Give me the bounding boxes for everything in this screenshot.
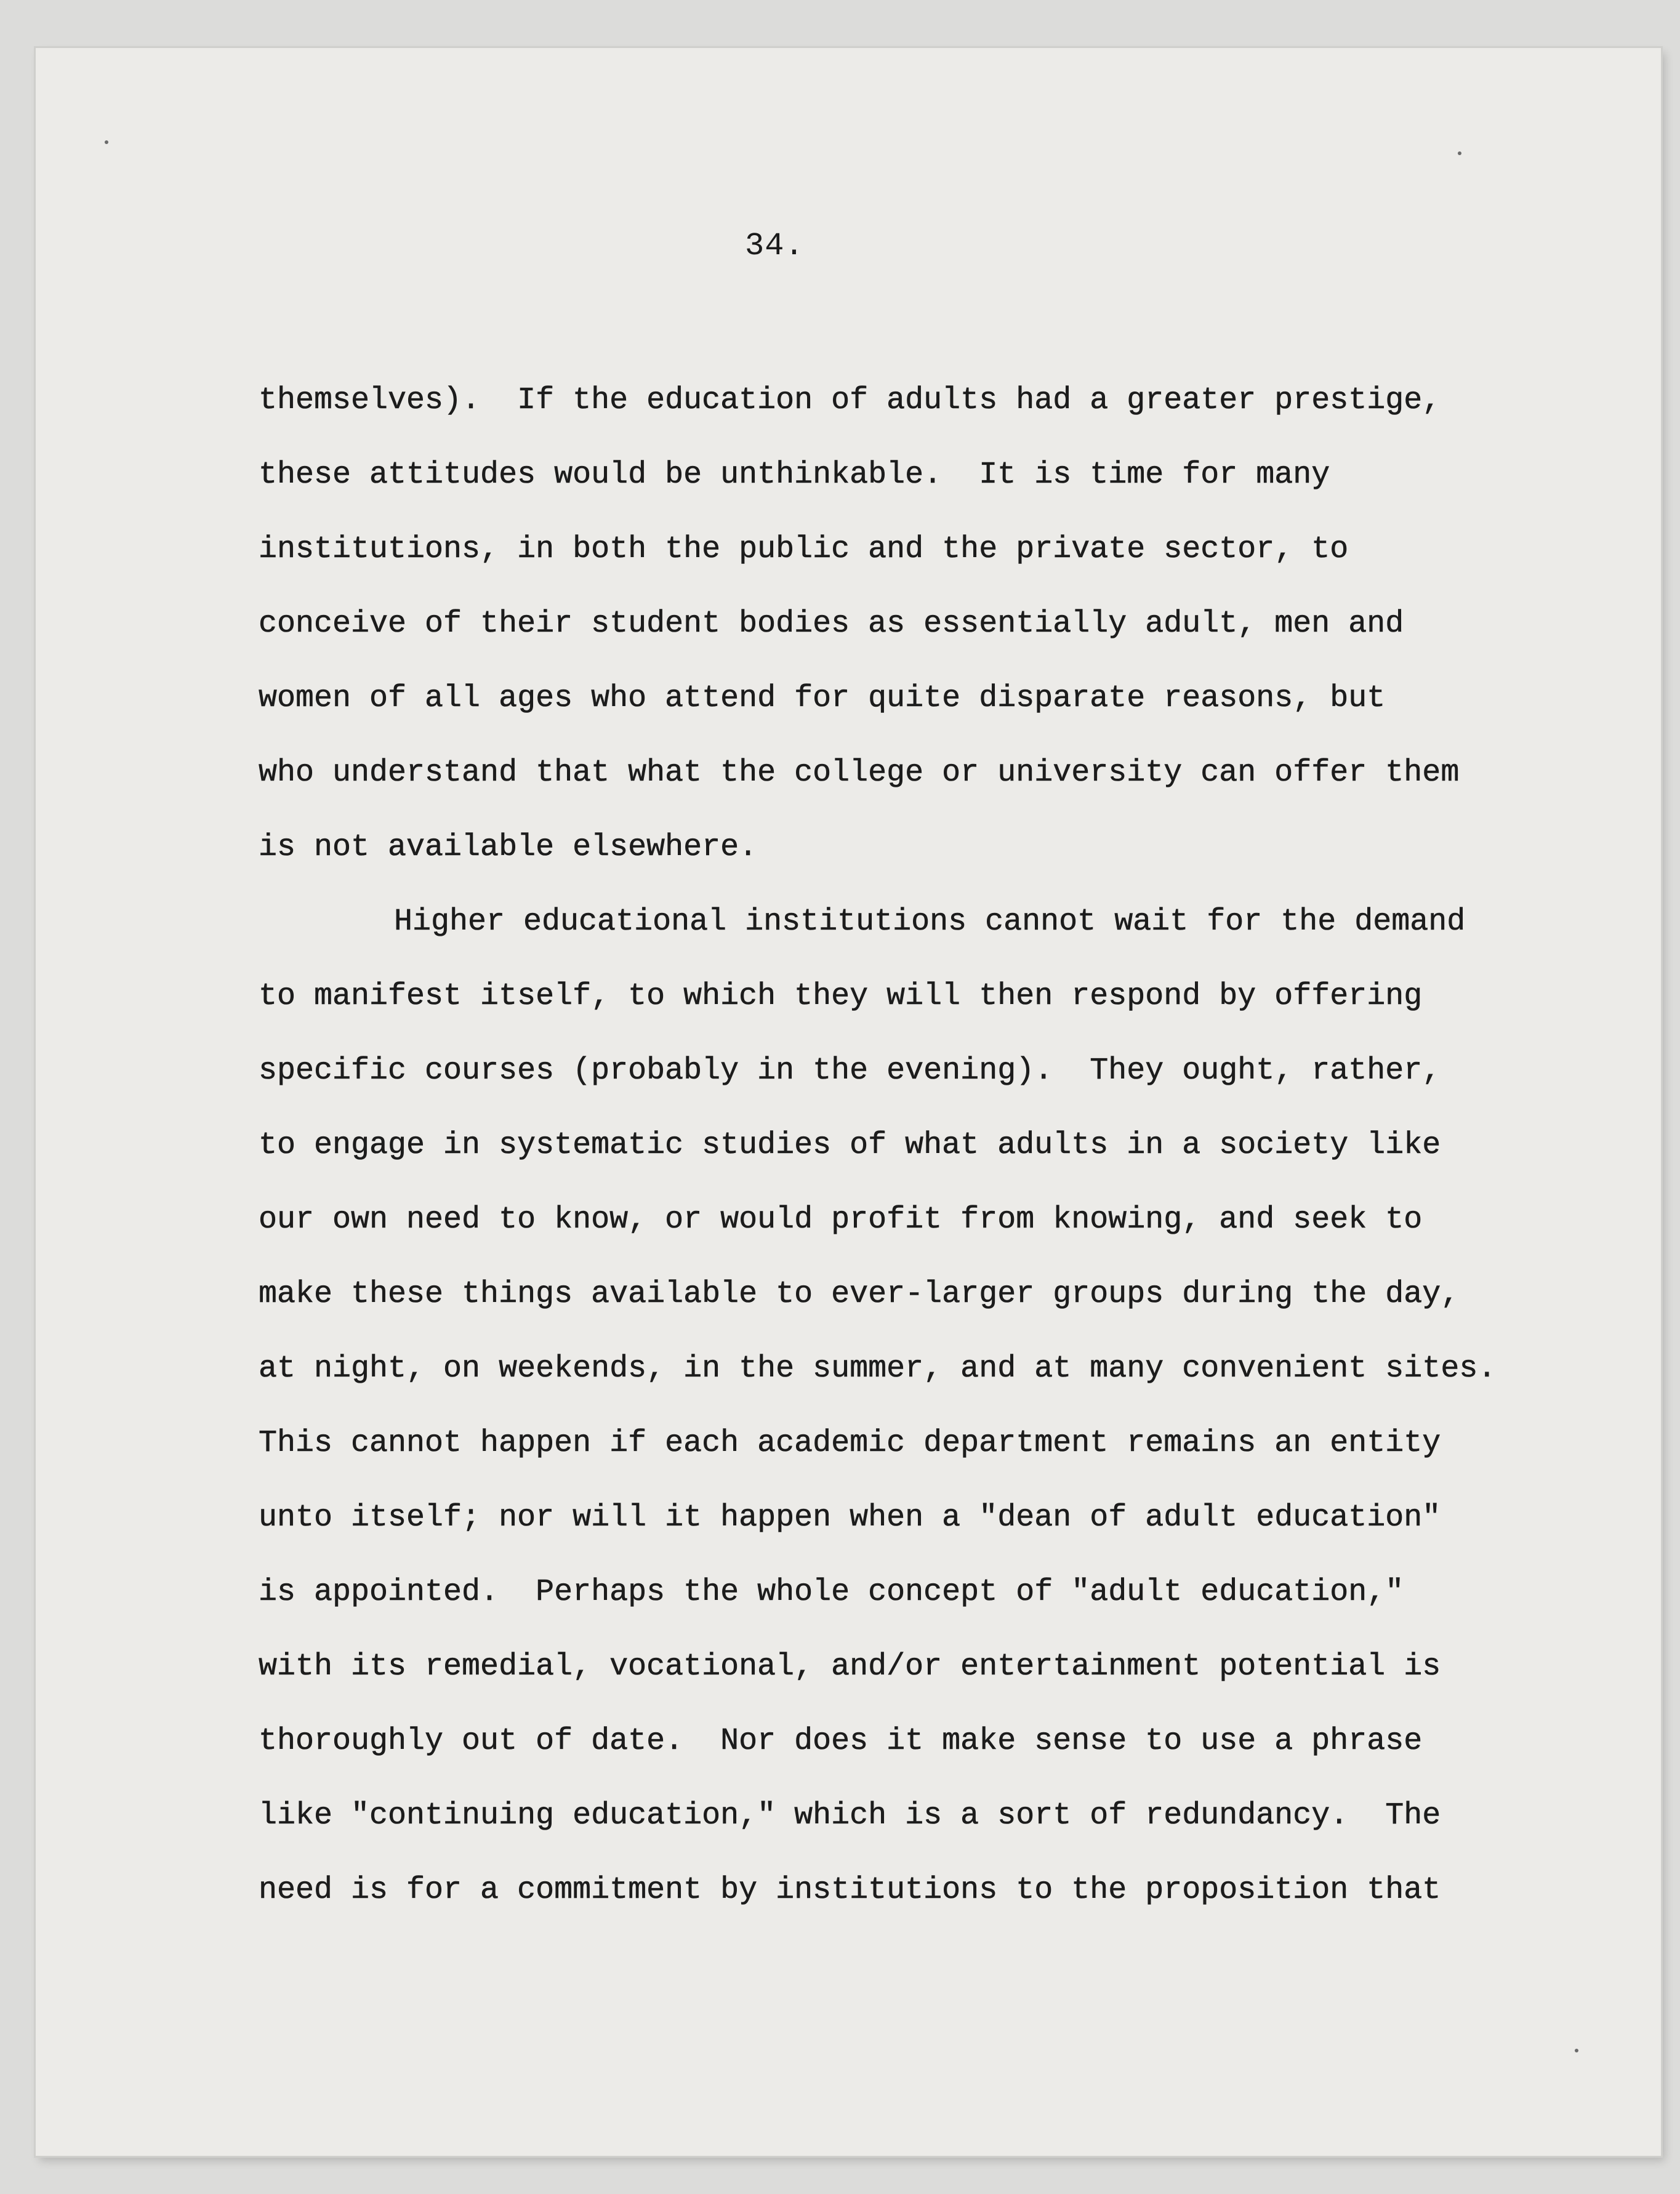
text-line: make these things available to ever-larger groups during the day, bbox=[259, 1277, 1460, 1312]
text-line: unto itself; nor will it happen when a "dean of adult education" bbox=[259, 1500, 1441, 1535]
paper-speck bbox=[1458, 151, 1461, 155]
text-line: need is for a commitment by institutions to the proposition that bbox=[259, 1873, 1441, 1908]
text-line: specific courses (probably in the evening). They ought, rather, bbox=[259, 1053, 1441, 1088]
text-line: to engage in systematic studies of what adults in a society like bbox=[259, 1128, 1441, 1163]
text-line: thoroughly out of date. Nor does it make sense to use a phrase bbox=[259, 1724, 1423, 1759]
body-text bbox=[259, 363, 1601, 1927]
text-line: like "continuing education," which is a sort of redundancy. The bbox=[259, 1798, 1441, 1833]
text-line: is not available elsewhere. bbox=[259, 830, 758, 865]
page-number: 34. bbox=[745, 228, 805, 264]
paper-speck bbox=[105, 140, 108, 144]
text-line: at night, on weekends, in the summer, and at many convenient sites. bbox=[259, 1351, 1497, 1386]
text-line: This cannot happen if each academic department remains an entity bbox=[259, 1426, 1441, 1461]
paragraph-first-line: Higher educational institutions cannot wait for the demand bbox=[394, 904, 1466, 939]
text-line: our own need to know, or would profit from knowing, and seek to bbox=[259, 1202, 1423, 1237]
text-line: these attitudes would be unthinkable. It is time for many bbox=[259, 457, 1330, 492]
text-line: themselves). If the education of adults had a greater prestige, bbox=[259, 383, 1441, 418]
text-line: conceive of their student bodies as essentially adult, men and bbox=[259, 606, 1404, 641]
text-line: is appointed. Perhaps the whole concept of "adult education," bbox=[259, 1575, 1404, 1610]
text-line: with its remedial, vocational, and/or entertainment potential is bbox=[259, 1649, 1441, 1684]
text-line: women of all ages who attend for quite disparate reasons, but bbox=[259, 681, 1386, 716]
text-line: who understand that what the college or university can offer them bbox=[259, 755, 1460, 790]
text-line: to manifest itself, to which they will then respond by offering bbox=[259, 979, 1423, 1014]
paper-speck bbox=[1575, 2049, 1578, 2052]
text-line: institutions, in both the public and the private sector, to bbox=[259, 532, 1349, 567]
